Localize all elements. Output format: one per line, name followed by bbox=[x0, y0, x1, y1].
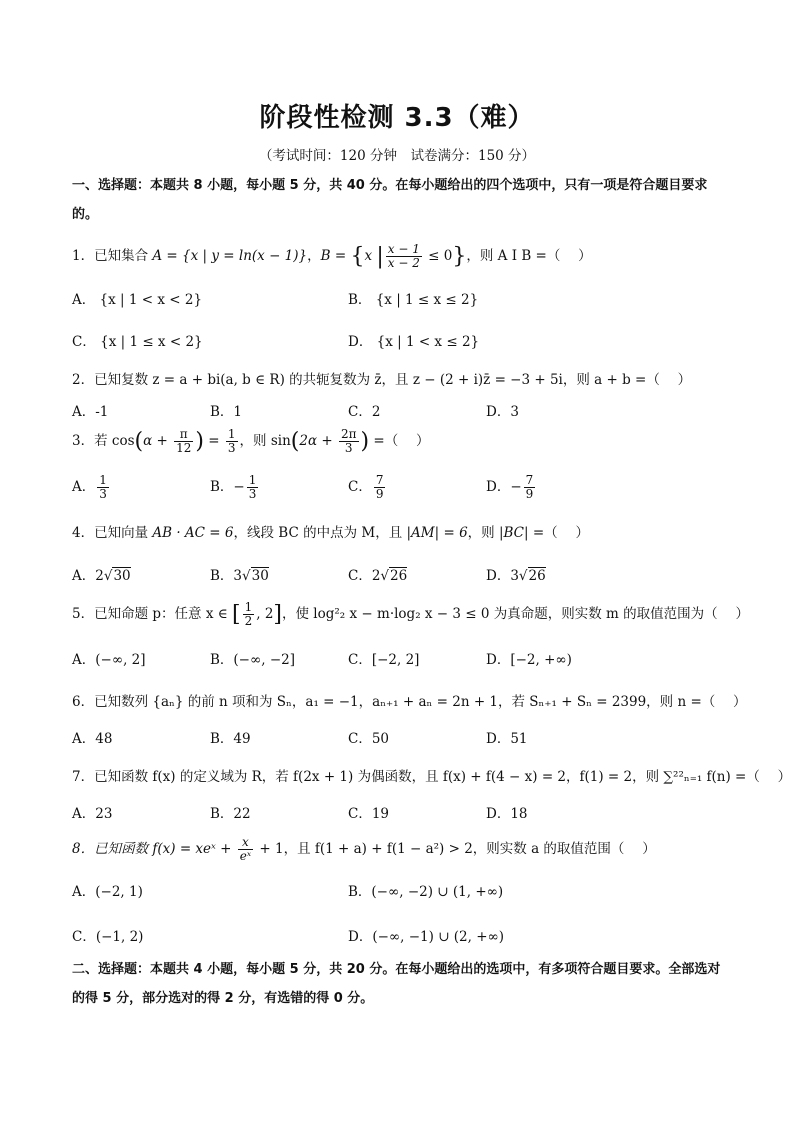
q8-fraction: $\frac{x}{\text{eˣ}}$ bbox=[239, 835, 252, 863]
q8-option-c[interactable]: C．(−1, 2) bbox=[72, 929, 144, 945]
q1-set-a: A = {x | y = ln(x − 1)} bbox=[152, 248, 308, 264]
q1-option-b[interactable]: B． {x | 1 ≤ x ≤ 2} bbox=[348, 292, 479, 308]
q6-option-d[interactable]: D．51 bbox=[486, 731, 528, 747]
q1-set-b-cond: ≤ 0 bbox=[423, 248, 453, 264]
q1-set-b-var: x bbox=[364, 248, 377, 264]
q1-text-3: ，则 A I B =（ ） bbox=[466, 248, 592, 264]
q7-option-a[interactable]: A．23 bbox=[72, 806, 113, 822]
question-1 bbox=[72, 243, 592, 270]
q2-option-b[interactable]: B．1 bbox=[210, 404, 243, 420]
q4-option-c[interactable]: C．2√26 bbox=[348, 568, 408, 584]
q3-text-6: =（ ） bbox=[369, 433, 430, 449]
q6-option-a[interactable]: A．48 bbox=[72, 731, 113, 747]
q1-option-d[interactable]: D． {x | 1 < x ≤ 2} bbox=[348, 334, 480, 350]
q3-text-3: = bbox=[203, 433, 224, 449]
q1-option-c[interactable]: C． {x | 1 ≤ x < 2} bbox=[72, 334, 203, 350]
q4-option-d[interactable]: D．3√26 bbox=[486, 568, 546, 584]
q3-option-b[interactable]: B．− $\frac{1}{3}$ bbox=[210, 473, 257, 501]
q1-text-2: ， bbox=[307, 248, 321, 264]
q2-option-d[interactable]: D．3 bbox=[486, 404, 519, 420]
q5-option-d[interactable]: D．[−2, +∞) bbox=[486, 652, 572, 668]
q4-text-4: =（ ） bbox=[528, 525, 589, 541]
q5-option-c[interactable]: C．[−2, 2] bbox=[348, 652, 420, 668]
q3-option-c[interactable]: C． $\frac{7}{9}$ bbox=[348, 473, 384, 501]
page-title: 阶段性检测 3.3（难） bbox=[259, 103, 535, 133]
q5-bracket-close: ] bbox=[273, 602, 283, 627]
q3-text-1: 3．若 cos bbox=[72, 433, 135, 449]
q6-option-b[interactable]: B．49 bbox=[210, 731, 251, 747]
q3-option-d[interactable]: D．− $\frac{7}{9}$ bbox=[486, 473, 534, 501]
q5-bracket-open: [ bbox=[232, 602, 241, 627]
q1-text-1: 1．已知集合 bbox=[72, 248, 153, 264]
q4-text-3: ，则 bbox=[467, 525, 499, 541]
q8-option-b[interactable]: B．(−∞, −2) ∪ (1, +∞) bbox=[348, 884, 504, 900]
q3-paren-close: ) bbox=[195, 429, 204, 454]
q7-option-b[interactable]: B．22 bbox=[210, 806, 251, 822]
q5-fraction: $\frac{1}{2}$ bbox=[244, 600, 253, 628]
q3-text-5: 2α + bbox=[299, 433, 337, 449]
q1-bar: | bbox=[376, 244, 384, 269]
q3-paren-open-2: ( bbox=[290, 429, 300, 454]
q1-brace-open: { bbox=[350, 244, 365, 269]
question-8 bbox=[72, 836, 656, 863]
q5-option-b[interactable]: B．(−∞, −2] bbox=[210, 652, 295, 668]
q3-fraction-1: $\frac{\pi}{12}$ bbox=[176, 427, 192, 455]
exam-info: （考试时间：120 分钟 试卷满分：150 分） bbox=[258, 148, 536, 164]
section-1-heading: 一、选择题：本题共 8 小题，每小题 5 分，共 40 分。在每小题给出的四个选项中，只有一项是符合题目要求的。 bbox=[72, 178, 708, 222]
q7-option-d[interactable]: D．18 bbox=[486, 806, 528, 822]
q4-text-2: ，线段 BC 的中点为 M，且 bbox=[233, 525, 407, 541]
q1-option-a[interactable]: A． {x | 1 < x < 2} bbox=[72, 292, 203, 308]
q5-option-a[interactable]: A．(−∞, 2] bbox=[72, 652, 146, 668]
q4-option-b[interactable]: B．3√30 bbox=[210, 568, 269, 584]
question-5 bbox=[72, 601, 749, 628]
q8-text-1: 8．已知函数 f(x) = xeˣ + bbox=[72, 841, 236, 857]
q3-paren-open: ( bbox=[134, 429, 144, 454]
q5-text-3: ，使 log²₂ x − m·log₂ x − 3 ≤ 0 为真命题，则实数 m 的取值范围为（ ） bbox=[282, 606, 749, 622]
q4-text-1: 4．已知向量 bbox=[72, 525, 153, 541]
section-2-heading: 二、选择题：本题共 4 小题，每小题 5 分，共 20 分。在每小题给出的选项中，有多项符合题目要求。全部选对的得 5 分，部分选对的得 2 分，有选错的得 0 分。 bbox=[72, 962, 721, 1006]
q3-text-4: ，则 sin bbox=[239, 433, 291, 449]
q3-paren-close-2: ) bbox=[360, 429, 370, 454]
q7-option-c[interactable]: C．19 bbox=[348, 806, 390, 822]
q3-text-2: α + bbox=[143, 433, 173, 449]
q2-option-c[interactable]: C．2 bbox=[348, 404, 381, 420]
question-2: 2．已知复数 z = a + bi(a, b ∈ R) 的共轭复数为 z̄，且 z − (2 + i)z̄ = −3 + 5i，则 a + b =（ ） bbox=[72, 372, 692, 388]
q1-brace-close: } bbox=[452, 244, 467, 269]
q6-option-c[interactable]: C．50 bbox=[348, 731, 390, 747]
q4-dot-product: AB · AC = 6 bbox=[152, 525, 234, 541]
q4-option-a[interactable]: A．2√30 bbox=[72, 568, 131, 584]
question-4 bbox=[72, 521, 589, 541]
q3-option-a[interactable]: A． $\frac{1}{3}$ bbox=[72, 473, 107, 501]
q8-option-a[interactable]: A．(−2, 1) bbox=[72, 884, 143, 900]
q3-fraction-3: $\frac{2\pi}{3}$ bbox=[340, 427, 357, 455]
q8-text-2: + 1，且 f(1 + a) + f(1 − a²) > 2，则实数 a 的取值范围（ ） bbox=[255, 841, 656, 857]
q4-bc-length: |BC| bbox=[498, 525, 529, 541]
q3-fraction-2: $\frac{1}{3}$ bbox=[227, 427, 236, 455]
question-3 bbox=[72, 428, 430, 455]
q5-text-2: , 2 bbox=[256, 606, 274, 622]
question-7: 7．已知函数 f(x) 的定义域为 R，若 f(2x + 1) 为偶函数，且 f(x) + f(4 − x) = 2，f(1) = 2，则 ∑²²ₙ₌₁ f(n) =（ ） bbox=[72, 769, 792, 785]
question-6: 6．已知数列 {aₙ} 的前 n 项和为 Sₙ，a₁ = −1，aₙ₊₁ + aₙ = 2n + 1，若 Sₙ₊₁ + Sₙ = 2399，则 n =（ ） bbox=[72, 694, 747, 710]
q8-option-d[interactable]: D．(−∞, −1) ∪ (2, +∞) bbox=[348, 929, 505, 945]
q2-option-a[interactable]: A．-1 bbox=[72, 404, 109, 420]
q1-set-b-label: B = bbox=[320, 248, 351, 264]
q1-fraction: $\frac{x - 1}{x - 2}$ bbox=[387, 242, 420, 270]
q4-am-length: |AM| = 6 bbox=[406, 525, 468, 541]
q5-text-1: 5．已知命题 p：任意 x ∈ bbox=[72, 606, 233, 622]
